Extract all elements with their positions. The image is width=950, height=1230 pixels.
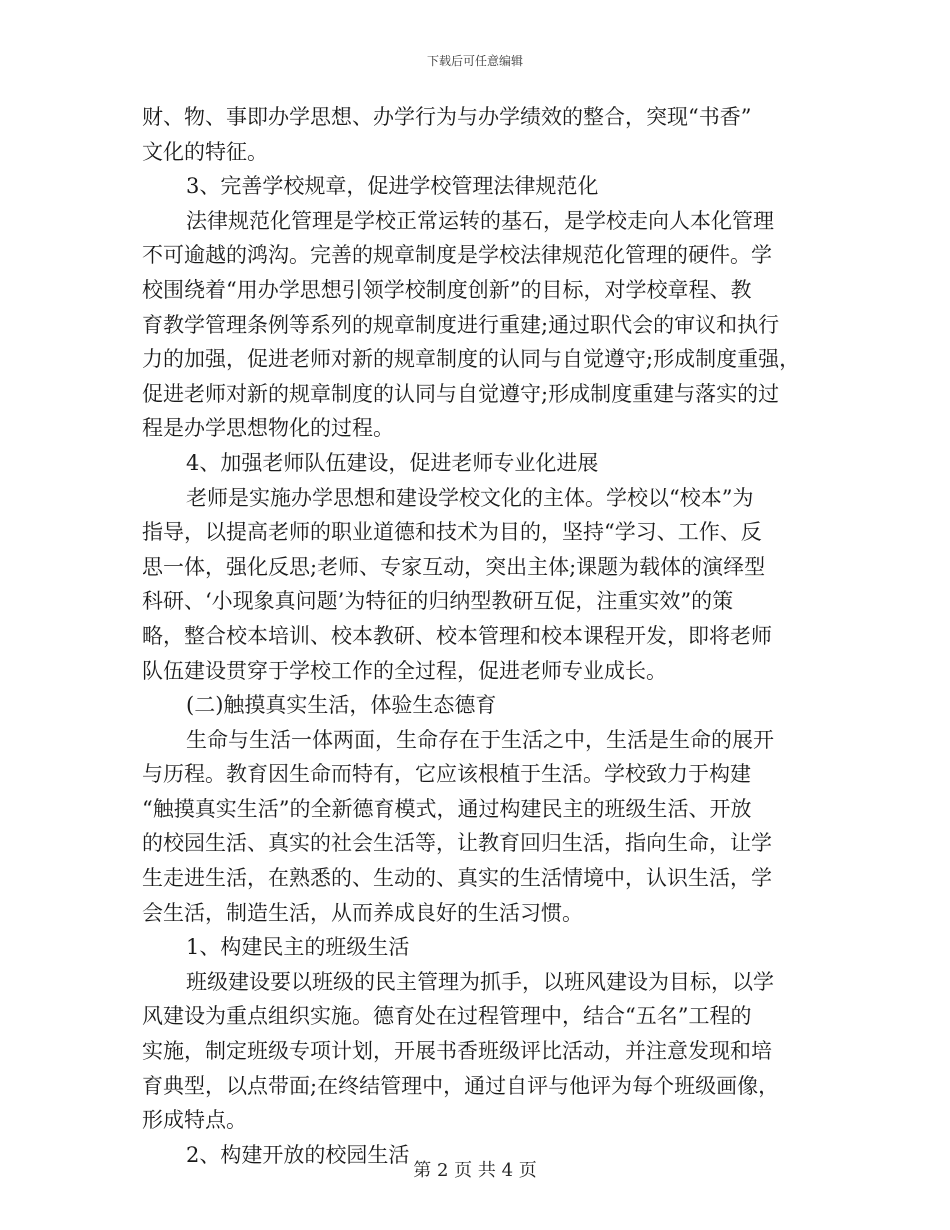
text-line: 不可逾越的鸿沟。完善的规章制度是学校法律规范化管理的硬件。学	[142, 243, 772, 268]
text-line: 生走进生活，在熟悉的、生动的、真实的生活情境中，认识生活，学	[142, 866, 772, 891]
text-line: 1、构建民主的班级生活	[186, 935, 410, 960]
text-line: 形成特点。	[142, 1108, 247, 1133]
text-line: 指导，以提高老师的职业道德和技术为目的，坚持“学习、工作、反	[142, 520, 762, 545]
text-line: 生命与生活一体两面，生命存在于生活之中，生活是生命的展开	[186, 727, 774, 752]
text-line: 老师是实施办学思想和建设学校文化的主体。学校以“校本”为	[186, 485, 754, 510]
text-line: 财、物、事即办学思想、办学行为与办学绩效的整合，突现“书香”	[142, 105, 752, 129]
text-line: 3、完善学校规章，促进学校管理法律规范化	[186, 174, 599, 199]
text-line: 思一体，强化反思;老师、专家互动，突出主体;课题为载体的演绎型	[142, 554, 766, 579]
document-body	[142, 100, 812, 1172]
text-line: 力的加强，促进老师对新的规章制度的认同与自觉遵守;形成制度重强，	[142, 347, 801, 372]
text-line: 会生活，制造生活，从而养成良好的生活习惯。	[142, 900, 583, 925]
text-line: 法律规范化管理是学校正常运转的基石，是学校走向人本化管理	[186, 208, 774, 233]
text-line: 与历程。教育因生命而特有，它应该根植于生活。学校致力于构建	[142, 762, 751, 787]
text-line: 略，整合校本培训、校本教研、校本管理和校本课程开发，即将老师	[142, 623, 772, 648]
text-line: 育教学管理条例等系列的规章制度进行重建;通过职代会的审议和执行	[142, 312, 780, 337]
text-line: 队伍建设贯穿于学校工作的全过程，促进老师专业成长。	[142, 658, 667, 683]
page-number: 第 2 页 共 4 页	[413, 1160, 537, 1181]
text-line: 风建设为重点组织实施。德育处在过程管理中，结合“五名”工程的	[142, 1004, 752, 1029]
text-line: 文化的特征。	[142, 139, 268, 164]
text-line: 的校园生活、真实的社会生活等，让教育回归生活，指向生命，让学	[142, 831, 772, 856]
page-header: 下载后可任意编辑	[426, 54, 523, 68]
text-line: 育典型，以点带面;在终结管理中，通过自评与他评为每个班级画像，	[142, 1073, 780, 1098]
text-line: 班级建设要以班级的民主管理为抓手，以班风建设为目标，以学	[186, 969, 774, 994]
text-line: 实施，制定班级专项计划，开展书香班级评比活动，并注意发现和培	[142, 1039, 772, 1064]
text-line: 促进老师对新的规章制度的认同与自觉遵守;形成制度重建与落实的过	[142, 381, 780, 406]
text-line: (二)触摸真实生活，体验生态德育	[186, 693, 497, 718]
text-line: 校围绕着“用办学思想引领学校制度创新”的目标，对学校章程、教	[142, 277, 752, 302]
text-line: 2、构建开放的校园生活	[186, 1142, 410, 1167]
text-line: “触摸真实生活”的全新德育模式，通过构建民主的班级生活、开放	[142, 796, 752, 821]
text-line: 程是办学思想物化的过程。	[142, 416, 394, 441]
text-line: 4、加强老师队伍建设，促进老师专业化进展	[186, 450, 599, 475]
text-line: 科研、‘小现象真问题’为特征的归纳型教研互促，注重实效”的策	[142, 589, 734, 614]
